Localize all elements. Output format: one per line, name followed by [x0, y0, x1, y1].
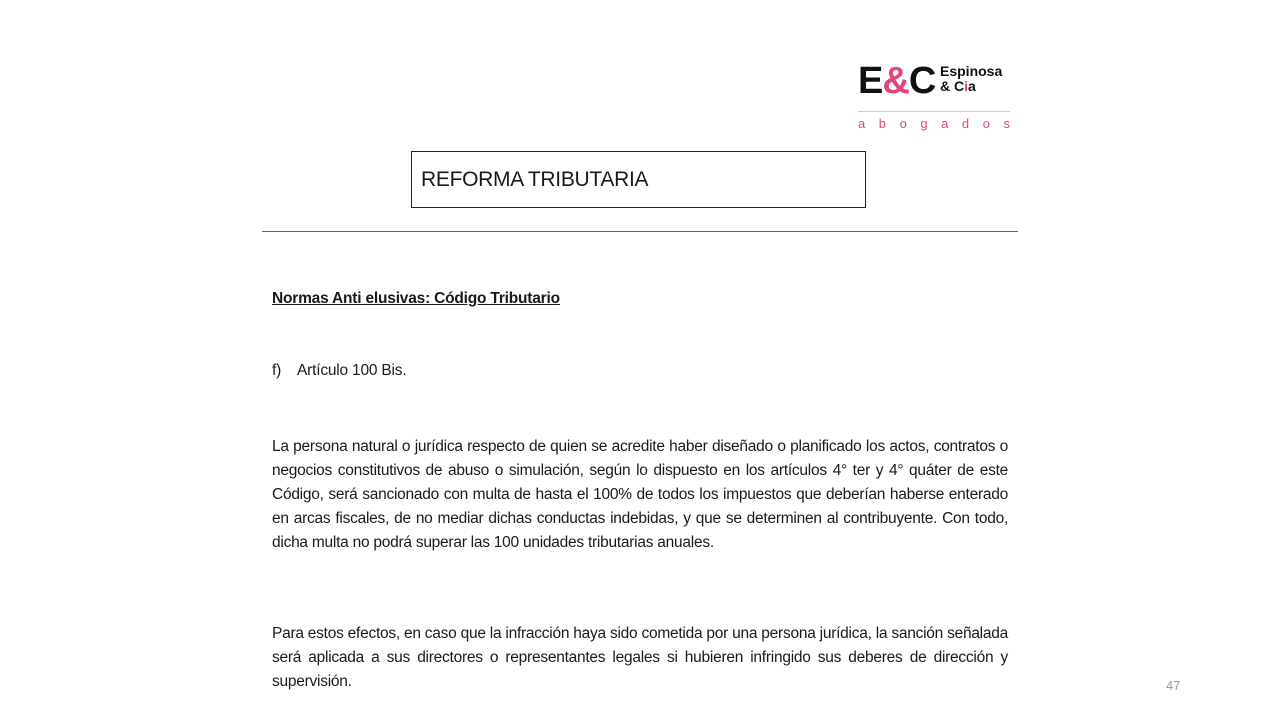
section-divider	[262, 231, 1018, 232]
logo-subtitle-letter: d	[961, 116, 970, 131]
page-number: 47	[1166, 678, 1181, 693]
logo-subtitle-letter: o	[899, 116, 907, 131]
logo-name-line2-pre: & C	[940, 78, 965, 94]
list-item-marker: f)	[272, 362, 282, 379]
list-item-text: Artículo 100 Bis.	[297, 362, 407, 379]
logo-subtitle-letter: a	[858, 116, 866, 131]
logo-name-line2-i: i	[964, 78, 969, 94]
logo-mark-e: E	[858, 60, 883, 102]
logo-subtitle	[858, 115, 1010, 133]
logo-name-line2-post: a	[968, 78, 976, 94]
section-heading: Normas Anti elusivas: Código Tributario	[272, 290, 560, 307]
slide-title: REFORMA TRIBUTARIA	[421, 167, 649, 191]
logo-rule	[858, 111, 1010, 112]
logo-name-line1: Espinosa	[940, 63, 1003, 79]
logo-firm-name	[940, 64, 1002, 94]
logo-subtitle-letter: b	[878, 116, 887, 131]
logo-mark-ampersand: &	[882, 60, 909, 102]
logo-subtitle-letter: s	[1003, 116, 1010, 131]
logo-mark	[858, 62, 935, 100]
company-logo	[858, 62, 1010, 134]
logo-subtitle-letter: g	[920, 116, 928, 131]
logo-mark-c: C	[908, 60, 936, 102]
list-item	[272, 362, 406, 380]
body-paragraph: La persona natural o jurídica respecto de quien se acredite haber diseñado o planificado los actos, contratos o negocios constitutivos de abuso o simulación, según lo dispuesto en los artículos 4° ter y 4° quáter de este Código, será sancionado con multa de hasta el 100% de todos los impuestos que deberían haberse enterado en arcas fiscales, de no mediar dichas conductas indebidas, y que se determinen al contribuyente. Con todo, dicha multa no podrá superar las 100 unidades tributarias anuales.	[272, 438, 1008, 551]
body-paragraph: Para estos efectos, en caso que la infracción haya sido cometida por una persona jurídica, la sanción señalada será aplicada a sus directores o representantes legales si hubieren infringido sus deberes de dirección y supervisión.	[272, 625, 1008, 690]
title-box	[411, 151, 866, 208]
logo-name-line2	[940, 79, 1002, 94]
logo-subtitle-letter: o	[982, 116, 990, 131]
logo-subtitle-letter: a	[941, 116, 949, 131]
